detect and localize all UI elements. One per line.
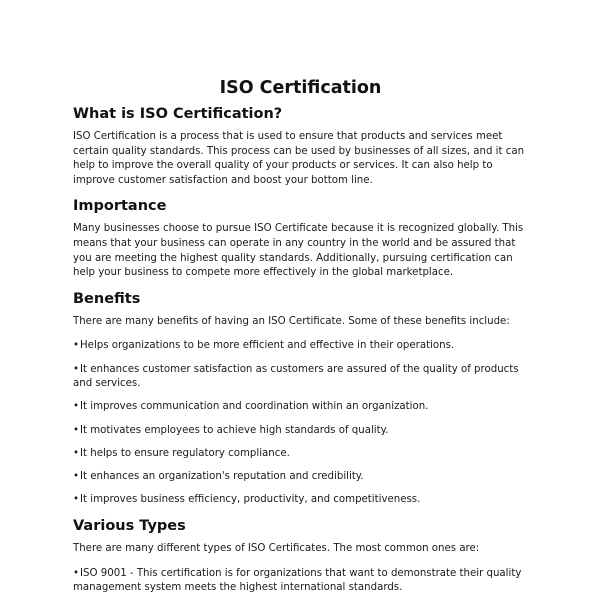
list-item-text: It improves business efficiency, productivity, and competitiveness. xyxy=(80,494,421,506)
section-intro-various-types: There are many different types of ISO Certificates. The most common ones are: xyxy=(73,543,480,555)
section-various-types xyxy=(73,516,528,596)
list-item xyxy=(73,470,528,485)
bullet-icon: • xyxy=(73,424,80,436)
list-item-text: It enhances customer satisfaction as customers are assured of the quality of products and services. xyxy=(73,363,519,390)
bullet-icon: • xyxy=(73,340,80,352)
bullet-icon: • xyxy=(73,363,80,375)
section-paragraph-importance: Many businesses choose to pursue ISO Certificate because it is recognized globally. This means that your business can operate in any country in the world and be assured that you are meeting the highest quality standards. Additionally, pursuing certification can help your business to compete more effectively in the global marketplace. xyxy=(73,223,524,279)
list-item xyxy=(73,493,528,508)
section-what-is xyxy=(73,104,528,188)
list-item xyxy=(73,567,528,596)
section-importance xyxy=(73,196,528,280)
list-item-text: It motivates employees to achieve high standards of quality. xyxy=(80,424,389,436)
list-item-text: It helps to ensure regulatory compliance. xyxy=(80,447,290,459)
list-item xyxy=(73,447,528,462)
bullet-icon: • xyxy=(73,494,80,506)
bullet-icon: • xyxy=(73,567,80,579)
list-item-text: ISO 9001 - This certification is for organizations that want to demonstrate their quality management system meets the highest international standards. xyxy=(73,567,522,594)
list-item-text: Helps organizations to be more efficient and effective in their operations. xyxy=(80,340,455,352)
list-item-text: It improves communication and coordination within an organization. xyxy=(80,401,429,413)
list-item xyxy=(73,363,528,392)
section-heading-importance: Importance xyxy=(73,198,167,215)
section-heading-what-is: What is ISO Certification? xyxy=(73,106,283,122)
list-item xyxy=(73,339,528,354)
section-paragraph-what-is: ISO Certification is a process that is used to ensure that products and services meet certain quality standards. This process can be used by businesses of all sizes, and it can help to improve the overall quality of your products or services. It can also help to improve customer satisfaction and boost your bottom line. xyxy=(73,131,525,186)
document-title: ISO Certification xyxy=(219,78,382,98)
list-item xyxy=(73,400,528,415)
section-intro-benefits: There are many benefits of having an ISO Certificate. Some of these benefits include: xyxy=(73,315,510,327)
list-item xyxy=(73,424,528,439)
section-benefits xyxy=(73,289,528,508)
bullet-icon: • xyxy=(73,447,80,459)
bullet-icon: • xyxy=(73,470,80,482)
types-list xyxy=(73,567,528,596)
bullet-icon: • xyxy=(73,401,80,413)
list-item-text: It enhances an organization's reputation and credibility. xyxy=(80,470,364,482)
section-heading-benefits: Benefits xyxy=(73,290,141,307)
section-heading-various-types: Various Types xyxy=(73,518,186,535)
benefits-list xyxy=(73,339,528,507)
